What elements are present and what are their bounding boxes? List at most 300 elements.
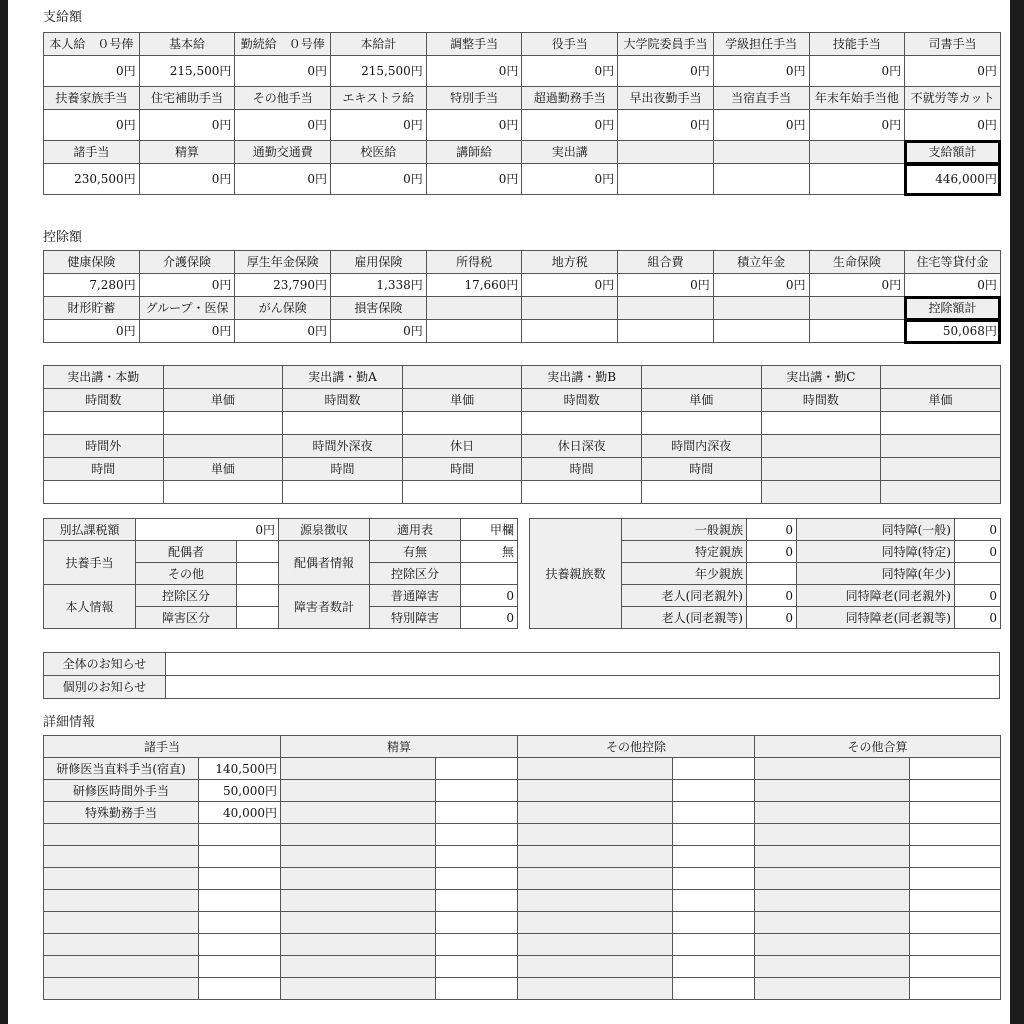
lecture-overtime-header-5: 時間内深夜 xyxy=(641,435,761,458)
deduction-value-r2-0: 0円 xyxy=(44,320,140,343)
pay-value-r2-6: 0円 xyxy=(618,110,714,141)
deduction-value-r1-7: 0円 xyxy=(713,274,809,297)
special-dependent-value-0: 0 xyxy=(955,519,1001,541)
detail-cell-2-6 xyxy=(755,802,910,824)
deduction-value-r2-8 xyxy=(809,320,905,343)
pay-label-r1-4: 調整手当 xyxy=(426,33,522,56)
special-dependent-label-1: 同特障(特定) xyxy=(797,541,955,563)
detail-cell-5-1 xyxy=(199,868,281,890)
presence-value: 無 xyxy=(461,541,518,563)
dependent-label-3: 老人(同老親外) xyxy=(622,585,747,607)
lecture-time-header-1: 単価 xyxy=(163,458,283,481)
pay-label-r1-1: 基本給 xyxy=(139,33,235,56)
detail-cell-4-5 xyxy=(673,846,755,868)
table-value: 甲欄 xyxy=(461,519,518,541)
pay-value-r3-8 xyxy=(809,164,905,195)
pay-label-r2-3: エキストラ給 xyxy=(331,87,427,110)
detail-cell-0-7 xyxy=(910,758,1001,780)
pay-label-r3-1: 精算 xyxy=(139,141,235,164)
detail-cell-6-3 xyxy=(436,890,518,912)
allowance-label-2: 特殊勤務手当 xyxy=(44,802,199,824)
lecture-time-value-2 xyxy=(283,481,403,504)
lecture-value-2 xyxy=(283,412,403,435)
lecture-sub-header-3: 単価 xyxy=(402,389,522,412)
detail-cell-0-5 xyxy=(673,758,755,780)
pay-value-r2-5: 0円 xyxy=(522,110,618,141)
detail-cell-8-7 xyxy=(910,934,1001,956)
pay-label-r1-9: 司書手当 xyxy=(905,33,1001,56)
lecture-time-header-3: 時間 xyxy=(402,458,522,481)
lecture-group-cell-2: 実出講・勤A xyxy=(283,366,403,389)
detail-cell-3-3 xyxy=(436,824,518,846)
lecture-sub-header-4: 時間数 xyxy=(522,389,642,412)
detail-cell-9-7 xyxy=(910,956,1001,978)
allowance-value-1: 50,000円 xyxy=(199,780,281,802)
lecture-overtime-header-3: 休日 xyxy=(402,435,522,458)
dependent-label-0: 一般親族 xyxy=(622,519,747,541)
pay-label-r3-8 xyxy=(809,141,905,164)
tax-info-table xyxy=(43,518,518,629)
detail-cell-5-7 xyxy=(910,868,1001,890)
dependent-value-2 xyxy=(747,563,797,585)
pay-value-r1-0: 0円 xyxy=(44,56,140,87)
withholding-label: 源泉徴収 xyxy=(279,519,370,541)
deduction-value-r2-9: 50,068円 xyxy=(905,320,1001,343)
special-disability-value: 0 xyxy=(461,607,518,629)
deduction-value-r1-0: 7,280円 xyxy=(44,274,140,297)
lecture-sub-header-1: 単価 xyxy=(163,389,283,412)
pay-label-r3-9: 支給額計 xyxy=(905,141,1001,164)
pay-value-r3-7 xyxy=(713,164,809,195)
lecture-time-value-3 xyxy=(402,481,522,504)
detail-cell-10-2 xyxy=(281,978,436,1000)
special-dependent-value-3: 0 xyxy=(955,585,1001,607)
deduction-label-r1-1: 介護保険 xyxy=(139,251,235,274)
notice-all-value xyxy=(166,653,1000,676)
detail-cell-8-5 xyxy=(673,934,755,956)
pay-value-r1-2: 0円 xyxy=(235,56,331,87)
detail-cell-7-6 xyxy=(755,912,910,934)
other-label: その他 xyxy=(136,563,237,585)
deduction-label-r2-8 xyxy=(809,297,905,320)
detail-cell-6-4 xyxy=(518,890,673,912)
detail-cell-3-0 xyxy=(44,824,199,846)
pay-label-r2-7: 当宿直手当 xyxy=(713,87,809,110)
detail-cell-10-7 xyxy=(910,978,1001,1000)
detail-cell-4-7 xyxy=(910,846,1001,868)
detail-cell-8-3 xyxy=(436,934,518,956)
detail-header-0: 諸手当 xyxy=(44,736,281,758)
pay-label-r3-5: 実出講 xyxy=(522,141,618,164)
allowance-label-1: 研修医時間外手当 xyxy=(44,780,199,802)
pay-value-r1-6: 0円 xyxy=(618,56,714,87)
notice-individual-label: 個別のお知らせ xyxy=(44,676,166,699)
pay-label-r2-9: 不就労等カット xyxy=(905,87,1001,110)
detail-cell-3-5 xyxy=(673,824,755,846)
lecture-time-header-4: 時間 xyxy=(522,458,642,481)
dependent-label-2: 年少親族 xyxy=(622,563,747,585)
pay-value-r2-9: 0円 xyxy=(905,110,1001,141)
detail-cell-3-7 xyxy=(910,824,1001,846)
deduction-class-value xyxy=(461,563,518,585)
detail-cell-0-4 xyxy=(518,758,673,780)
detail-cell-1-3 xyxy=(436,780,518,802)
detail-cell-4-4 xyxy=(518,846,673,868)
dependent-value-3: 0 xyxy=(747,585,797,607)
detail-cell-2-2 xyxy=(281,802,436,824)
pay-label-r3-2: 通勤交通費 xyxy=(235,141,331,164)
pay-value-r3-6 xyxy=(618,164,714,195)
dependent-allowance-label: 扶養手当 xyxy=(44,541,136,585)
spouse-label: 配偶者 xyxy=(136,541,237,563)
deduction-value-r1-8: 0円 xyxy=(809,274,905,297)
pay-label-r2-1: 住宅補助手当 xyxy=(139,87,235,110)
notice-table xyxy=(43,652,1000,699)
pay-value-r2-8: 0円 xyxy=(809,110,905,141)
lecture-time-value-1 xyxy=(163,481,283,504)
detail-cell-9-4 xyxy=(518,956,673,978)
detail-cell-0-6 xyxy=(755,758,910,780)
pay-label-r1-0: 本人給 ０号俸 xyxy=(44,33,140,56)
lecture-value-0 xyxy=(44,412,164,435)
lecture-value-5 xyxy=(641,412,761,435)
detail-cell-2-3 xyxy=(436,802,518,824)
disability-class-value xyxy=(237,607,279,629)
pay-label-r3-0: 諸手当 xyxy=(44,141,140,164)
pay-value-r1-8: 0円 xyxy=(809,56,905,87)
detail-cell-3-2 xyxy=(281,824,436,846)
lecture-value-6 xyxy=(761,412,881,435)
deduction-label-r2-0: 財形貯蓄 xyxy=(44,297,140,320)
pay-label-r3-4: 講師給 xyxy=(426,141,522,164)
lecture-group-cell-5 xyxy=(641,366,761,389)
detail-cell-5-0 xyxy=(44,868,199,890)
pay-label-r1-2: 勤続給 ０号俸 xyxy=(235,33,331,56)
lecture-group-cell-4: 実出講・勤B xyxy=(522,366,642,389)
pay-label-r2-2: その他手当 xyxy=(235,87,331,110)
lecture-overtime-header-6 xyxy=(761,435,881,458)
separate-tax-value: 0円 xyxy=(136,519,279,541)
deduction-label-r1-3: 雇用保険 xyxy=(331,251,427,274)
deduction-value-r1-6: 0円 xyxy=(618,274,714,297)
spouse-info-label: 配偶者情報 xyxy=(279,541,370,585)
normal-disability-value: 0 xyxy=(461,585,518,607)
detail-cell-6-6 xyxy=(755,890,910,912)
special-dependent-label-0: 同特障(一般) xyxy=(797,519,955,541)
deduction-label-r2-3: 損害保険 xyxy=(331,297,427,320)
detail-cell-6-0 xyxy=(44,890,199,912)
lecture-time-header-2: 時間 xyxy=(283,458,403,481)
deduction-value-r2-1: 0円 xyxy=(139,320,235,343)
lecture-sub-header-2: 時間数 xyxy=(283,389,403,412)
pay-value-r1-5: 0円 xyxy=(522,56,618,87)
pay-value-r2-4: 0円 xyxy=(426,110,522,141)
lecture-sub-header-0: 時間数 xyxy=(44,389,164,412)
detail-cell-1-4 xyxy=(518,780,673,802)
notice-all-label: 全体のお知らせ xyxy=(44,653,166,676)
pay-label-r1-6: 大学院委員手当 xyxy=(618,33,714,56)
detail-cell-7-0 xyxy=(44,912,199,934)
detail-cell-1-5 xyxy=(673,780,755,802)
deduction-label-r2-9: 控除額計 xyxy=(905,297,1001,320)
deduction-value-r1-3: 1,338円 xyxy=(331,274,427,297)
detail-cell-8-0 xyxy=(44,934,199,956)
special-dependent-value-1: 0 xyxy=(955,541,1001,563)
deduction-value-r2-5 xyxy=(522,320,618,343)
pay-value-r1-1: 215,500円 xyxy=(139,56,235,87)
payslip-page xyxy=(8,0,1010,1024)
deduction-label-r1-5: 地方税 xyxy=(522,251,618,274)
detail-cell-10-6 xyxy=(755,978,910,1000)
detail-cell-9-1 xyxy=(199,956,281,978)
pay-label-r1-5: 役手当 xyxy=(522,33,618,56)
detail-cell-4-6 xyxy=(755,846,910,868)
detail-cell-5-4 xyxy=(518,868,673,890)
pay-value-r1-3: 215,500円 xyxy=(331,56,427,87)
lecture-time-header-6 xyxy=(761,458,881,481)
pay-label-r3-6 xyxy=(618,141,714,164)
detail-header-3: その他合算 xyxy=(755,736,1001,758)
deduction-label-r2-7 xyxy=(713,297,809,320)
pay-label-r3-3: 校医給 xyxy=(331,141,427,164)
dependents-table xyxy=(529,518,1001,629)
detail-header-2: その他控除 xyxy=(518,736,755,758)
deduction-label-r1-9: 住宅等貸付金 xyxy=(905,251,1001,274)
detail-cell-5-2 xyxy=(281,868,436,890)
deduction-label-r1-4: 所得税 xyxy=(426,251,522,274)
deduction-label-r1-0: 健康保険 xyxy=(44,251,140,274)
deduction-value-r1-5: 0円 xyxy=(522,274,618,297)
detail-cell-2-7 xyxy=(910,802,1001,824)
pay-label-r1-7: 学級担任手当 xyxy=(713,33,809,56)
detail-cell-7-4 xyxy=(518,912,673,934)
section-title-pay: 支給額 xyxy=(43,10,83,25)
dependent-value-4: 0 xyxy=(747,607,797,629)
detail-cell-9-6 xyxy=(755,956,910,978)
pay-label-r2-5: 超過勤務手当 xyxy=(522,87,618,110)
lecture-overtime-header-0: 時間外 xyxy=(44,435,164,458)
allowance-label-0: 研修医当直料手当(宿直) xyxy=(44,758,199,780)
lecture-group-cell-7 xyxy=(881,366,1001,389)
pay-value-r1-4: 0円 xyxy=(426,56,522,87)
special-dependent-value-2 xyxy=(955,563,1001,585)
lecture-group-cell-1 xyxy=(163,366,283,389)
pay-value-r2-7: 0円 xyxy=(713,110,809,141)
pay-value-r3-5: 0円 xyxy=(522,164,618,195)
detail-cell-5-3 xyxy=(436,868,518,890)
table-label: 適用表 xyxy=(370,519,461,541)
deduction-label-r1-7: 積立年金 xyxy=(713,251,809,274)
detail-cell-7-2 xyxy=(281,912,436,934)
pay-value-r1-9: 0円 xyxy=(905,56,1001,87)
deduction-value-r2-4 xyxy=(426,320,522,343)
detail-cell-9-0 xyxy=(44,956,199,978)
lecture-overtime-header-7 xyxy=(881,435,1001,458)
personal-deduction-class-label: 控除区分 xyxy=(136,585,237,607)
detail-cell-2-5 xyxy=(673,802,755,824)
detail-cell-8-6 xyxy=(755,934,910,956)
detail-cell-7-7 xyxy=(910,912,1001,934)
personal-info-label: 本人情報 xyxy=(44,585,136,629)
deduction-label-r2-6 xyxy=(618,297,714,320)
lecture-group-cell-6: 実出講・勤C xyxy=(761,366,881,389)
lecture-time-value-4 xyxy=(522,481,642,504)
deduction-class-label: 控除区分 xyxy=(370,563,461,585)
deduction-label-r1-8: 生命保険 xyxy=(809,251,905,274)
pay-value-r2-2: 0円 xyxy=(235,110,331,141)
detail-cell-8-1 xyxy=(199,934,281,956)
pay-label-r1-8: 技能手当 xyxy=(809,33,905,56)
deduction-label-r2-4 xyxy=(426,297,522,320)
lecture-table xyxy=(43,365,1001,504)
lecture-time-value-6 xyxy=(761,481,881,504)
deduction-label-r1-2: 厚生年金保険 xyxy=(235,251,331,274)
separate-tax-label: 別払課税額 xyxy=(44,519,136,541)
lecture-sub-header-7: 単価 xyxy=(881,389,1001,412)
detail-cell-9-3 xyxy=(436,956,518,978)
lecture-time-value-0 xyxy=(44,481,164,504)
pay-label-r3-7 xyxy=(713,141,809,164)
pay-value-r3-2: 0円 xyxy=(235,164,331,195)
detail-cell-4-2 xyxy=(281,846,436,868)
detail-header-1: 精算 xyxy=(281,736,518,758)
pay-value-r3-1: 0円 xyxy=(139,164,235,195)
lecture-time-value-7 xyxy=(881,481,1001,504)
detail-cell-10-3 xyxy=(436,978,518,1000)
lecture-value-1 xyxy=(163,412,283,435)
pay-value-r2-1: 0円 xyxy=(139,110,235,141)
section-title-deduction: 控除額 xyxy=(43,230,83,245)
detail-cell-10-1 xyxy=(199,978,281,1000)
disabled-count-label: 障害者数計 xyxy=(279,585,370,629)
normal-disability-label: 普通障害 xyxy=(370,585,461,607)
deduction-value-r1-2: 23,790円 xyxy=(235,274,331,297)
detail-cell-2-4 xyxy=(518,802,673,824)
deduction-label-r2-5 xyxy=(522,297,618,320)
deduction-label-r2-2: がん保険 xyxy=(235,297,331,320)
deduction-value-r2-3: 0円 xyxy=(331,320,427,343)
deduction-label-r2-1: グループ・医保 xyxy=(139,297,235,320)
lecture-group-cell-3 xyxy=(402,366,522,389)
dependents-title: 扶養親族数 xyxy=(530,519,622,629)
detail-cell-3-4 xyxy=(518,824,673,846)
special-dependent-value-4: 0 xyxy=(955,607,1001,629)
lecture-group-cell-0: 実出講・本勤 xyxy=(44,366,164,389)
detail-cell-7-3 xyxy=(436,912,518,934)
detail-cell-6-2 xyxy=(281,890,436,912)
detail-cell-6-1 xyxy=(199,890,281,912)
presence-label: 有無 xyxy=(370,541,461,563)
detail-cell-8-2 xyxy=(281,934,436,956)
pay-value-r2-3: 0円 xyxy=(331,110,427,141)
lecture-value-3 xyxy=(402,412,522,435)
detail-cell-10-4 xyxy=(518,978,673,1000)
detail-cell-6-7 xyxy=(910,890,1001,912)
pay-label-r2-4: 特別手当 xyxy=(426,87,522,110)
detail-cell-4-0 xyxy=(44,846,199,868)
lecture-value-7 xyxy=(881,412,1001,435)
other-value xyxy=(237,563,279,585)
deduction-value-r2-6 xyxy=(618,320,714,343)
lecture-overtime-header-1 xyxy=(163,435,283,458)
dependent-value-0: 0 xyxy=(747,519,797,541)
detail-cell-4-3 xyxy=(436,846,518,868)
detail-cell-8-4 xyxy=(518,934,673,956)
lecture-time-value-5 xyxy=(641,481,761,504)
special-dependent-label-2: 同特障(年少) xyxy=(797,563,955,585)
lecture-overtime-header-2: 時間外深夜 xyxy=(283,435,403,458)
pay-value-r1-7: 0円 xyxy=(713,56,809,87)
pay-value-r2-0: 0円 xyxy=(44,110,140,141)
detail-cell-0-2 xyxy=(281,758,436,780)
lecture-value-4 xyxy=(522,412,642,435)
deduction-table xyxy=(43,250,1001,343)
detail-cell-5-5 xyxy=(673,868,755,890)
deduction-value-r1-9: 0円 xyxy=(905,274,1001,297)
detail-table xyxy=(43,735,1001,1000)
special-dependent-label-4: 同特障老(同老親等) xyxy=(797,607,955,629)
disability-class-label: 障害区分 xyxy=(136,607,237,629)
detail-cell-3-1 xyxy=(199,824,281,846)
detail-cell-10-0 xyxy=(44,978,199,1000)
allowance-value-0: 140,500円 xyxy=(199,758,281,780)
detail-cell-9-5 xyxy=(673,956,755,978)
deduction-value-r2-7 xyxy=(713,320,809,343)
spouse-value xyxy=(237,541,279,563)
section-title-detail: 詳細情報 xyxy=(43,715,96,730)
detail-cell-1-7 xyxy=(910,780,1001,802)
detail-cell-6-5 xyxy=(673,890,755,912)
detail-cell-7-5 xyxy=(673,912,755,934)
lecture-overtime-header-4: 休日深夜 xyxy=(522,435,642,458)
personal-deduction-class-value xyxy=(237,585,279,607)
dependent-value-1: 0 xyxy=(747,541,797,563)
pay-value-r3-4: 0円 xyxy=(426,164,522,195)
detail-cell-1-2 xyxy=(281,780,436,802)
pay-label-r2-8: 年末年始手当他 xyxy=(809,87,905,110)
detail-cell-10-5 xyxy=(673,978,755,1000)
pay-label-r1-3: 本給計 xyxy=(331,33,427,56)
pay-value-r3-3: 0円 xyxy=(331,164,427,195)
allowance-value-2: 40,000円 xyxy=(199,802,281,824)
pay-value-r3-9: 446,000円 xyxy=(905,164,1001,195)
detail-cell-0-3 xyxy=(436,758,518,780)
detail-cell-5-6 xyxy=(755,868,910,890)
lecture-sub-header-6: 時間数 xyxy=(761,389,881,412)
dependent-label-4: 老人(同老親等) xyxy=(622,607,747,629)
detail-cell-1-6 xyxy=(755,780,910,802)
pay-label-r2-6: 早出夜勤手当 xyxy=(618,87,714,110)
pay-table xyxy=(43,32,1001,195)
deduction-value-r1-4: 17,660円 xyxy=(426,274,522,297)
lecture-time-header-5: 時間 xyxy=(641,458,761,481)
lecture-time-header-0: 時間 xyxy=(44,458,164,481)
lecture-time-header-7 xyxy=(881,458,1001,481)
special-dependent-label-3: 同特障老(同老親外) xyxy=(797,585,955,607)
dependent-label-1: 特定親族 xyxy=(622,541,747,563)
pay-value-r3-0: 230,500円 xyxy=(44,164,140,195)
lecture-sub-header-5: 単価 xyxy=(641,389,761,412)
deduction-value-r1-1: 0円 xyxy=(139,274,235,297)
pay-label-r2-0: 扶養家族手当 xyxy=(44,87,140,110)
deduction-value-r2-2: 0円 xyxy=(235,320,331,343)
deduction-label-r1-6: 組合費 xyxy=(618,251,714,274)
special-disability-label: 特別障害 xyxy=(370,607,461,629)
detail-cell-3-6 xyxy=(755,824,910,846)
detail-cell-4-1 xyxy=(199,846,281,868)
detail-cell-7-1 xyxy=(199,912,281,934)
detail-cell-9-2 xyxy=(281,956,436,978)
